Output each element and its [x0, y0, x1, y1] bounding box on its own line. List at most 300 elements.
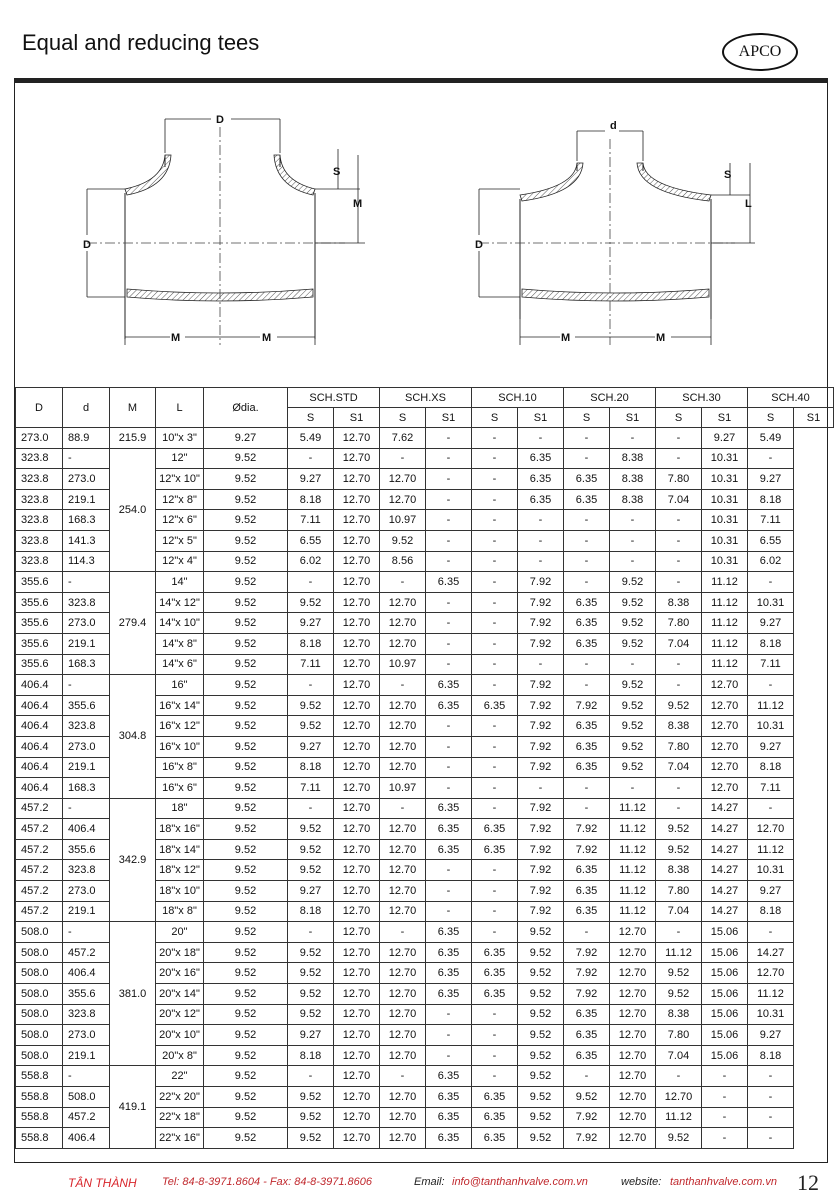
footer-email-link[interactable]: info@tanthanhvalve.com.vn — [452, 1176, 588, 1188]
table-cell: - — [63, 798, 110, 819]
sub-header-S1: S1 — [334, 408, 380, 428]
table-cell: 12.70 — [656, 1087, 702, 1108]
table-cell: - — [288, 572, 334, 593]
sub-header-S1: S1 — [794, 408, 834, 428]
table-cell: 9.52 — [656, 963, 702, 984]
table-cell: 9.52 — [204, 510, 288, 531]
table-cell: 9.52 — [610, 613, 656, 634]
table-cell: 6.35 — [564, 489, 610, 510]
table-cell: 12.70 — [334, 530, 380, 551]
table-cell: 406.4 — [16, 675, 63, 696]
table-cell: 9.52 — [204, 860, 288, 881]
table-cell: 14.27 — [702, 798, 748, 819]
table-cell: 12.70 — [702, 675, 748, 696]
table-cell: 12.70 — [380, 819, 426, 840]
table-cell: - — [472, 736, 518, 757]
table-cell: 355.6 — [63, 984, 110, 1005]
table-cell: - — [426, 860, 472, 881]
table-cell: - — [656, 530, 702, 551]
table-cell: - — [564, 530, 610, 551]
table-cell: 7.11 — [288, 510, 334, 531]
table-cell: 9.52 — [288, 592, 334, 613]
table-cell: 10.31 — [748, 592, 794, 613]
reducing-tee-m-bottom-right-label: M — [656, 332, 666, 344]
table-cell-M: 215.9 — [110, 428, 156, 449]
table-cell: 141.3 — [63, 530, 110, 551]
table-cell: - — [610, 428, 656, 449]
sub-header-S1: S1 — [518, 408, 564, 428]
table-cell: - — [518, 778, 564, 799]
table-cell: 12.70 — [380, 881, 426, 902]
table-cell: - — [564, 448, 610, 469]
sub-header-S: S — [564, 408, 610, 428]
table-cell: 273.0 — [63, 613, 110, 634]
table-cell: 8.18 — [288, 633, 334, 654]
table-cell: 9.27 — [288, 736, 334, 757]
table-cell: 323.8 — [63, 716, 110, 737]
table-cell: - — [748, 1066, 794, 1087]
table-cell: 9.52 — [518, 1107, 564, 1128]
table-cell-M: 342.9 — [110, 798, 156, 922]
table-cell: 12.70 — [610, 1045, 656, 1066]
table-cell: 9.52 — [288, 716, 334, 737]
table-cell: - — [472, 633, 518, 654]
table-cell: - — [426, 489, 472, 510]
sub-header-S: S — [380, 408, 426, 428]
table-cell: 8.18 — [288, 1045, 334, 1066]
sub-header-S: S — [472, 408, 518, 428]
table-cell: - — [63, 448, 110, 469]
table-cell: 9.27 — [288, 469, 334, 490]
table-cell: - — [288, 1066, 334, 1087]
table-cell: 508.0 — [16, 922, 63, 943]
table-cell: 9.52 — [204, 1087, 288, 1108]
table-cell: 9.52 — [204, 1066, 288, 1087]
schedule-header-std: SCH.STD — [288, 388, 380, 408]
table-cell: 12.70 — [334, 469, 380, 490]
table-cell: 12.70 — [334, 881, 380, 902]
table-cell: - — [380, 1066, 426, 1087]
table-cell: - — [63, 675, 110, 696]
table-cell: 11.12 — [610, 901, 656, 922]
table-cell: 12.70 — [380, 716, 426, 737]
table-cell: 12.70 — [334, 633, 380, 654]
table-cell: 219.1 — [63, 489, 110, 510]
schedule-header-30: SCH.30 — [656, 388, 748, 408]
table-cell: 9.52 — [518, 1025, 564, 1046]
table-cell: 6.35 — [564, 881, 610, 902]
table-cell: 9.27 — [288, 881, 334, 902]
table-cell: 22"x 18" — [156, 1107, 204, 1128]
table-cell: 9.52 — [204, 839, 288, 860]
schedule-header-10: SCH.10 — [472, 388, 564, 408]
table-cell: 7.92 — [518, 572, 564, 593]
table-cell: - — [472, 675, 518, 696]
table-cell: - — [472, 757, 518, 778]
table-cell: 11.12 — [702, 633, 748, 654]
technical-drawings — [15, 83, 827, 387]
table-cell: 7.92 — [518, 798, 564, 819]
table-cell: - — [426, 1004, 472, 1025]
table-cell: 12.70 — [380, 942, 426, 963]
table-cell: 6.35 — [426, 675, 472, 696]
table-cell: 18"x 10" — [156, 881, 204, 902]
table-cell: 10.31 — [748, 860, 794, 881]
table-cell: 9.52 — [288, 819, 334, 840]
table-cell: 355.6 — [63, 839, 110, 860]
table-cell: 508.0 — [16, 1045, 63, 1066]
table-cell: 12"x 4" — [156, 551, 204, 572]
table-cell: 11.12 — [610, 860, 656, 881]
table-cell: 9.52 — [288, 839, 334, 860]
table-cell: - — [426, 1045, 472, 1066]
equal-tee-top-d-label: D — [216, 114, 224, 126]
table-cell: 12.70 — [334, 592, 380, 613]
table-cell: - — [656, 778, 702, 799]
table-cell: 12.70 — [380, 1045, 426, 1066]
table-cell: 9.52 — [204, 572, 288, 593]
table-cell: 12.70 — [380, 736, 426, 757]
table-cell: - — [518, 551, 564, 572]
table-cell: 168.3 — [63, 510, 110, 531]
table-cell: 12" — [156, 448, 204, 469]
table-cell: 7.11 — [748, 778, 794, 799]
table-cell: 12.70 — [334, 778, 380, 799]
table-cell: 406.4 — [16, 695, 63, 716]
table-cell: 8.18 — [288, 901, 334, 922]
table-cell: 15.06 — [702, 942, 748, 963]
table-cell: 9.52 — [656, 839, 702, 860]
table-cell: 7.04 — [656, 633, 702, 654]
table-cell: 355.6 — [16, 592, 63, 613]
table-cell: 406.4 — [63, 963, 110, 984]
table-cell: 6.35 — [426, 1128, 472, 1149]
table-cell: - — [426, 1025, 472, 1046]
table-cell: 12"x 6" — [156, 510, 204, 531]
table-cell: 508.0 — [16, 984, 63, 1005]
table-cell: 6.35 — [518, 469, 564, 490]
table-cell-M: 304.8 — [110, 675, 156, 799]
table-cell: - — [748, 1107, 794, 1128]
table-cell: 9.52 — [204, 881, 288, 902]
table-cell: 558.8 — [16, 1128, 63, 1149]
table-cell: 9.52 — [204, 1004, 288, 1025]
table-cell: 323.8 — [63, 860, 110, 881]
table-cell-M: 419.1 — [110, 1066, 156, 1148]
table-cell: 12.70 — [334, 1107, 380, 1128]
table-cell: 7.04 — [656, 757, 702, 778]
table-cell: 11.12 — [610, 819, 656, 840]
table-cell: 12.70 — [702, 757, 748, 778]
table-cell: 9.52 — [518, 1004, 564, 1025]
footer-email-label: Email: — [414, 1176, 445, 1188]
table-cell: 9.52 — [610, 592, 656, 613]
table-row — [16, 1066, 834, 1087]
table-cell: - — [564, 551, 610, 572]
table-cell: 7.92 — [518, 633, 564, 654]
table-cell: - — [426, 551, 472, 572]
table-cell: 12.70 — [380, 1128, 426, 1149]
table-cell: 7.92 — [564, 819, 610, 840]
table-cell: 7.92 — [564, 984, 610, 1005]
table-cell: 7.92 — [518, 819, 564, 840]
table-cell: 6.35 — [472, 839, 518, 860]
table-cell: 11.12 — [656, 942, 702, 963]
table-cell: 9.52 — [204, 736, 288, 757]
schedule-header-20: SCH.20 — [564, 388, 656, 408]
table-cell: 9.52 — [656, 1128, 702, 1149]
table-cell: - — [472, 551, 518, 572]
table-cell: 12.70 — [334, 819, 380, 840]
sub-header-S1: S1 — [426, 408, 472, 428]
reducing-tee-l-label: L — [745, 198, 752, 210]
table-cell: 14.27 — [748, 942, 794, 963]
table-cell: 14.27 — [702, 901, 748, 922]
table-cell: - — [518, 530, 564, 551]
table-cell: 12.70 — [334, 695, 380, 716]
table-cell: 6.35 — [564, 1025, 610, 1046]
table-cell: 457.2 — [16, 819, 63, 840]
table-cell: - — [426, 530, 472, 551]
table-cell: 7.92 — [518, 592, 564, 613]
table-cell: 7.92 — [518, 901, 564, 922]
table-cell: 10.97 — [380, 510, 426, 531]
table-cell: 9.52 — [204, 778, 288, 799]
table-cell: 6.35 — [564, 1045, 610, 1066]
table-cell: 12.70 — [334, 757, 380, 778]
table-row — [16, 922, 834, 943]
table-cell: 457.2 — [16, 798, 63, 819]
table-cell: 12.70 — [334, 860, 380, 881]
table-cell: - — [472, 778, 518, 799]
table-cell: 9.52 — [610, 675, 656, 696]
table-cell: 9.27 — [748, 881, 794, 902]
table-cell: 12.70 — [380, 860, 426, 881]
table-cell: 6.55 — [288, 530, 334, 551]
table-cell: - — [426, 736, 472, 757]
table-cell: 355.6 — [16, 572, 63, 593]
table-cell: - — [472, 448, 518, 469]
table-cell: 9.52 — [204, 819, 288, 840]
table-cell: 6.35 — [564, 469, 610, 490]
table-cell: 8.38 — [656, 716, 702, 737]
table-cell: 12.70 — [748, 963, 794, 984]
table-cell: 8.38 — [610, 489, 656, 510]
table-cell: 6.35 — [472, 1107, 518, 1128]
table-cell: 12.70 — [334, 1066, 380, 1087]
table-cell: 14.27 — [702, 819, 748, 840]
table-cell: 8.18 — [748, 901, 794, 922]
table-cell: 12.70 — [334, 839, 380, 860]
table-cell: 219.1 — [63, 1045, 110, 1066]
footer-phone-fax: Tel: 84-8-3971.8604 - Fax: 84-8-3971.8606 — [162, 1176, 372, 1188]
table-cell: 6.35 — [564, 633, 610, 654]
table-cell: 20"x 18" — [156, 942, 204, 963]
table-cell: 12.70 — [380, 1087, 426, 1108]
table-cell: 7.11 — [288, 778, 334, 799]
table-cell: 9.52 — [564, 1087, 610, 1108]
table-cell: - — [472, 901, 518, 922]
table-cell: - — [426, 778, 472, 799]
table-cell: 168.3 — [63, 778, 110, 799]
table-cell: 15.06 — [702, 1004, 748, 1025]
table-cell: 6.35 — [564, 757, 610, 778]
page-title: Equal and reducing tees — [22, 30, 260, 55]
table-cell: 9.52 — [204, 448, 288, 469]
table-cell: 16" — [156, 675, 204, 696]
sub-header-S1: S1 — [610, 408, 656, 428]
table-cell: - — [564, 922, 610, 943]
table-cell: 10.31 — [702, 469, 748, 490]
table-cell: 7.92 — [518, 757, 564, 778]
table-cell: - — [472, 716, 518, 737]
table-cell: - — [748, 922, 794, 943]
table-cell: - — [380, 572, 426, 593]
table-cell: - — [564, 798, 610, 819]
table-cell: 508.0 — [16, 1025, 63, 1046]
table-cell: 14"x 8" — [156, 633, 204, 654]
table-cell: 12.70 — [334, 922, 380, 943]
table-cell: 20"x 8" — [156, 1045, 204, 1066]
table-cell: - — [610, 778, 656, 799]
table-cell: 6.35 — [472, 963, 518, 984]
schedule-header-40: SCH.40 — [748, 388, 834, 408]
table-cell: 20"x 10" — [156, 1025, 204, 1046]
table-cell: 558.8 — [16, 1087, 63, 1108]
table-cell: 323.8 — [63, 1004, 110, 1025]
table-cell: 22"x 16" — [156, 1128, 204, 1149]
table-cell: 12.70 — [610, 963, 656, 984]
table-cell: 12.70 — [334, 901, 380, 922]
table-cell: 6.35 — [426, 922, 472, 943]
table-cell: 9.27 — [748, 736, 794, 757]
reducing-tee-drawing — [475, 120, 755, 345]
table-cell: 7.11 — [288, 654, 334, 675]
table-cell: 7.92 — [564, 1107, 610, 1128]
table-cell: 10"x 3" — [156, 428, 204, 449]
table-cell: - — [472, 798, 518, 819]
table-cell: - — [564, 654, 610, 675]
table-cell: 508.0 — [16, 1004, 63, 1025]
table-cell: 9.52 — [518, 963, 564, 984]
table-cell: - — [426, 881, 472, 902]
table-cell: 9.52 — [518, 922, 564, 943]
table-cell: 12.70 — [610, 922, 656, 943]
table-cell: 12.70 — [702, 716, 748, 737]
table-cell: 323.8 — [16, 489, 63, 510]
table-cell: 14"x 10" — [156, 613, 204, 634]
table-cell: 12.70 — [380, 1004, 426, 1025]
table-cell: 12.70 — [334, 572, 380, 593]
table-row — [16, 675, 834, 696]
table-cell: 9.52 — [610, 572, 656, 593]
table-cell: 7.92 — [564, 942, 610, 963]
table-cell: 6.35 — [518, 448, 564, 469]
table-cell: 6.35 — [564, 613, 610, 634]
table-cell: 9.52 — [204, 757, 288, 778]
table-cell: 9.27 — [288, 613, 334, 634]
table-cell: 558.8 — [16, 1066, 63, 1087]
table-cell: 9.52 — [204, 675, 288, 696]
table-cell: 9.52 — [204, 798, 288, 819]
table-cell: 7.11 — [748, 654, 794, 675]
table-cell: 12.70 — [380, 757, 426, 778]
table-cell: - — [748, 798, 794, 819]
table-cell: 9.52 — [288, 963, 334, 984]
table-cell-M: 254.0 — [110, 448, 156, 572]
table-cell: 9.52 — [610, 716, 656, 737]
table-cell: 8.18 — [288, 757, 334, 778]
table-cell: 7.80 — [656, 613, 702, 634]
table-cell: 12.70 — [380, 901, 426, 922]
footer-website-link[interactable]: tanthanhvalve.com.vn — [670, 1176, 778, 1188]
table-cell: 406.4 — [63, 1128, 110, 1149]
table-cell: 323.8 — [63, 592, 110, 613]
table-cell: 14"x 6" — [156, 654, 204, 675]
tee-dimensions-table — [15, 387, 834, 1149]
table-cell: 12.70 — [334, 510, 380, 531]
table-cell: - — [702, 1087, 748, 1108]
footer — [0, 1170, 840, 1200]
table-cell: 9.52 — [204, 592, 288, 613]
table-cell: 7.92 — [518, 613, 564, 634]
table-cell: 6.35 — [426, 695, 472, 716]
table-cell: 10.31 — [748, 716, 794, 737]
table-cell: 273.0 — [16, 428, 63, 449]
table-cell: 20"x 14" — [156, 984, 204, 1005]
table-cell: 9.52 — [204, 716, 288, 737]
table-cell: 16"x 8" — [156, 757, 204, 778]
table-cell: 6.35 — [472, 695, 518, 716]
col-header-D: D — [16, 388, 63, 428]
table-cell: 12.70 — [334, 1025, 380, 1046]
table-cell: 14.27 — [702, 881, 748, 902]
table-cell: 355.6 — [16, 654, 63, 675]
table-cell: 12.70 — [380, 984, 426, 1005]
table-cell: 7.04 — [656, 901, 702, 922]
table-cell: 9.52 — [288, 1107, 334, 1128]
table-cell: 11.12 — [702, 592, 748, 613]
table-cell: 508.0 — [63, 1087, 110, 1108]
table-cell: - — [564, 428, 610, 449]
table-cell: 6.35 — [564, 592, 610, 613]
table-cell: 22" — [156, 1066, 204, 1087]
table-cell: 12.70 — [334, 963, 380, 984]
table-cell: 5.49 — [288, 428, 334, 449]
table-row — [16, 798, 834, 819]
table-cell: 457.2 — [16, 881, 63, 902]
table-cell: 11.12 — [748, 984, 794, 1005]
table-cell: 10.97 — [380, 778, 426, 799]
table-cell: 457.2 — [16, 839, 63, 860]
table-cell: 6.35 — [472, 984, 518, 1005]
table-cell: 6.35 — [426, 1066, 472, 1087]
table-cell: 11.12 — [702, 572, 748, 593]
table-cell: 11.12 — [610, 881, 656, 902]
table-cell: 9.52 — [288, 984, 334, 1005]
table-cell: 9.27 — [204, 428, 288, 449]
table-cell: - — [426, 757, 472, 778]
table-cell: 12.70 — [380, 1107, 426, 1128]
table-cell: 9.52 — [518, 1045, 564, 1066]
table-cell: 168.3 — [63, 654, 110, 675]
table-cell: 9.52 — [288, 695, 334, 716]
table-cell: - — [656, 654, 702, 675]
table-cell: 22"x 20" — [156, 1087, 204, 1108]
table-cell: 12.70 — [380, 613, 426, 634]
table-cell: 11.12 — [748, 695, 794, 716]
table-cell: - — [656, 798, 702, 819]
